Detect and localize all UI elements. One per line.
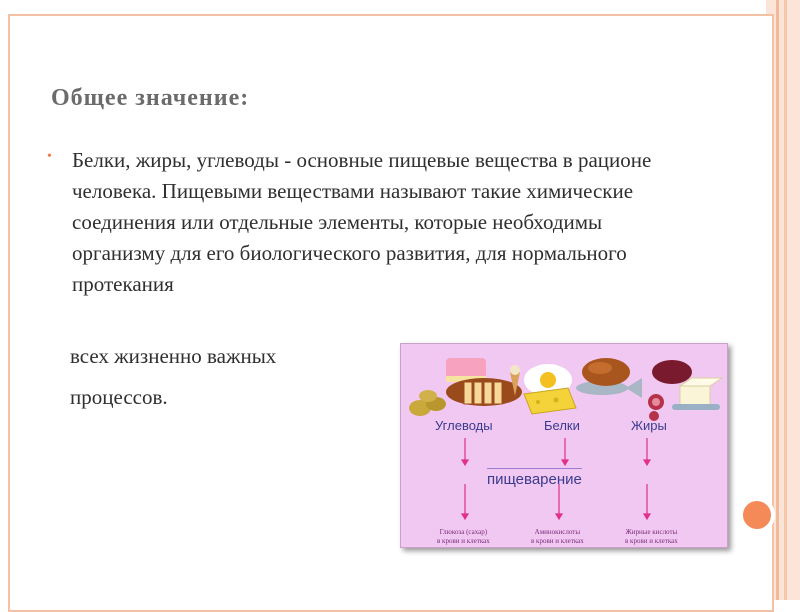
label-carbohydrates: Углеводы bbox=[435, 418, 493, 433]
label-fats: Жиры bbox=[631, 418, 667, 433]
decorative-accent-circle bbox=[739, 497, 775, 533]
decorative-line bbox=[784, 0, 787, 600]
body-continuation-line-2: процессов. bbox=[70, 385, 168, 409]
slide-title: Общее значение: bbox=[51, 85, 250, 111]
slide-body-text: Белки, жиры, углеводы - основные пищевые вещества в рационе человека. Пищевыми веществами называют такие химические соединения или отдельные элементы, которые необходимы организму для его биологического развития, для нормального протекания bbox=[72, 148, 652, 296]
label-digestion: пищеварение bbox=[487, 468, 582, 488]
flow-arrows bbox=[401, 344, 727, 547]
result-carbohydrates: Глюкоза (сахар) в крови и клетках bbox=[437, 528, 490, 545]
nutrient-digestion-diagram bbox=[400, 343, 728, 548]
bullet-icon: • bbox=[47, 149, 52, 164]
body-continuation-line-1: всех жизненно важных bbox=[70, 344, 277, 368]
decorative-line bbox=[776, 0, 779, 600]
result-fats: Жирные кислоты в крови и клетках bbox=[625, 528, 678, 545]
label-proteins: Белки bbox=[544, 418, 580, 433]
result-proteins: Аминокислоты в крови и клетках bbox=[531, 528, 584, 545]
